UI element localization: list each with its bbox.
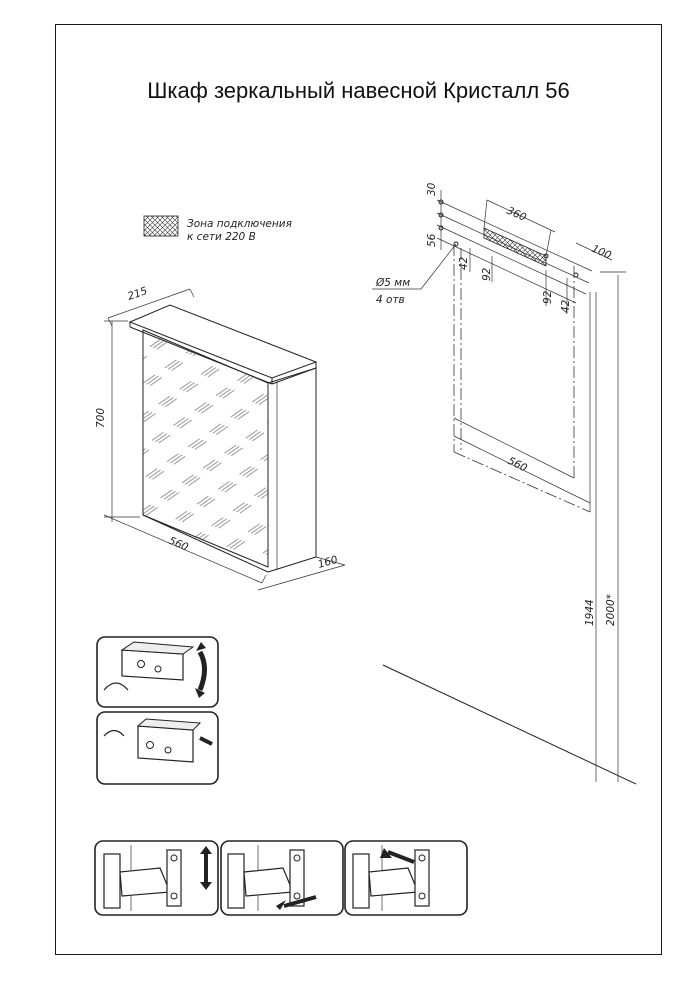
dim-right-100: 100	[589, 242, 613, 262]
connection-zone	[484, 228, 546, 266]
dim-right-42: 42	[560, 299, 572, 313]
dim-left-42: 42	[458, 256, 470, 270]
dim-depth-215: 215	[126, 284, 149, 303]
dim-top-30: 30	[426, 182, 438, 196]
drawing-title: Шкаф зеркальный навесной Кристалл 56	[147, 78, 570, 103]
installation-scheme	[372, 182, 636, 784]
hanger-adjust-depth-icon	[97, 712, 218, 784]
dim-zone-360: 360	[504, 204, 528, 224]
hinge-adjust-horizontal-icon	[221, 841, 343, 915]
dim-top-56: 56	[426, 233, 438, 247]
dim-install-width-560: 560	[505, 454, 529, 475]
dim-left-92: 92	[481, 267, 493, 281]
hole-label-diameter: Ø5 мм	[376, 277, 411, 289]
dim-depth-160: 160	[316, 553, 340, 571]
dim-right-92: 92	[542, 290, 554, 304]
mirror-door	[143, 330, 268, 567]
dim-height-700: 700	[95, 407, 107, 428]
cabinet-isometric	[95, 285, 345, 590]
hinge-adjust-vertical-icon	[95, 841, 218, 915]
dim-height-1944: 1944	[584, 599, 596, 626]
hanger-adjust-vertical-icon	[97, 637, 218, 707]
legend-line-2: к сети 220 В	[187, 231, 256, 243]
hinge-adjust-depth-icon	[345, 841, 467, 915]
cross-hatch-swatch-icon	[144, 216, 178, 236]
dim-width-560: 560	[166, 534, 190, 554]
dim-height-2000: 2000*	[605, 594, 617, 626]
hole-label-count: 4 отв	[376, 294, 405, 306]
legend	[144, 216, 292, 243]
legend-line-1: Зона подключения	[187, 218, 292, 230]
